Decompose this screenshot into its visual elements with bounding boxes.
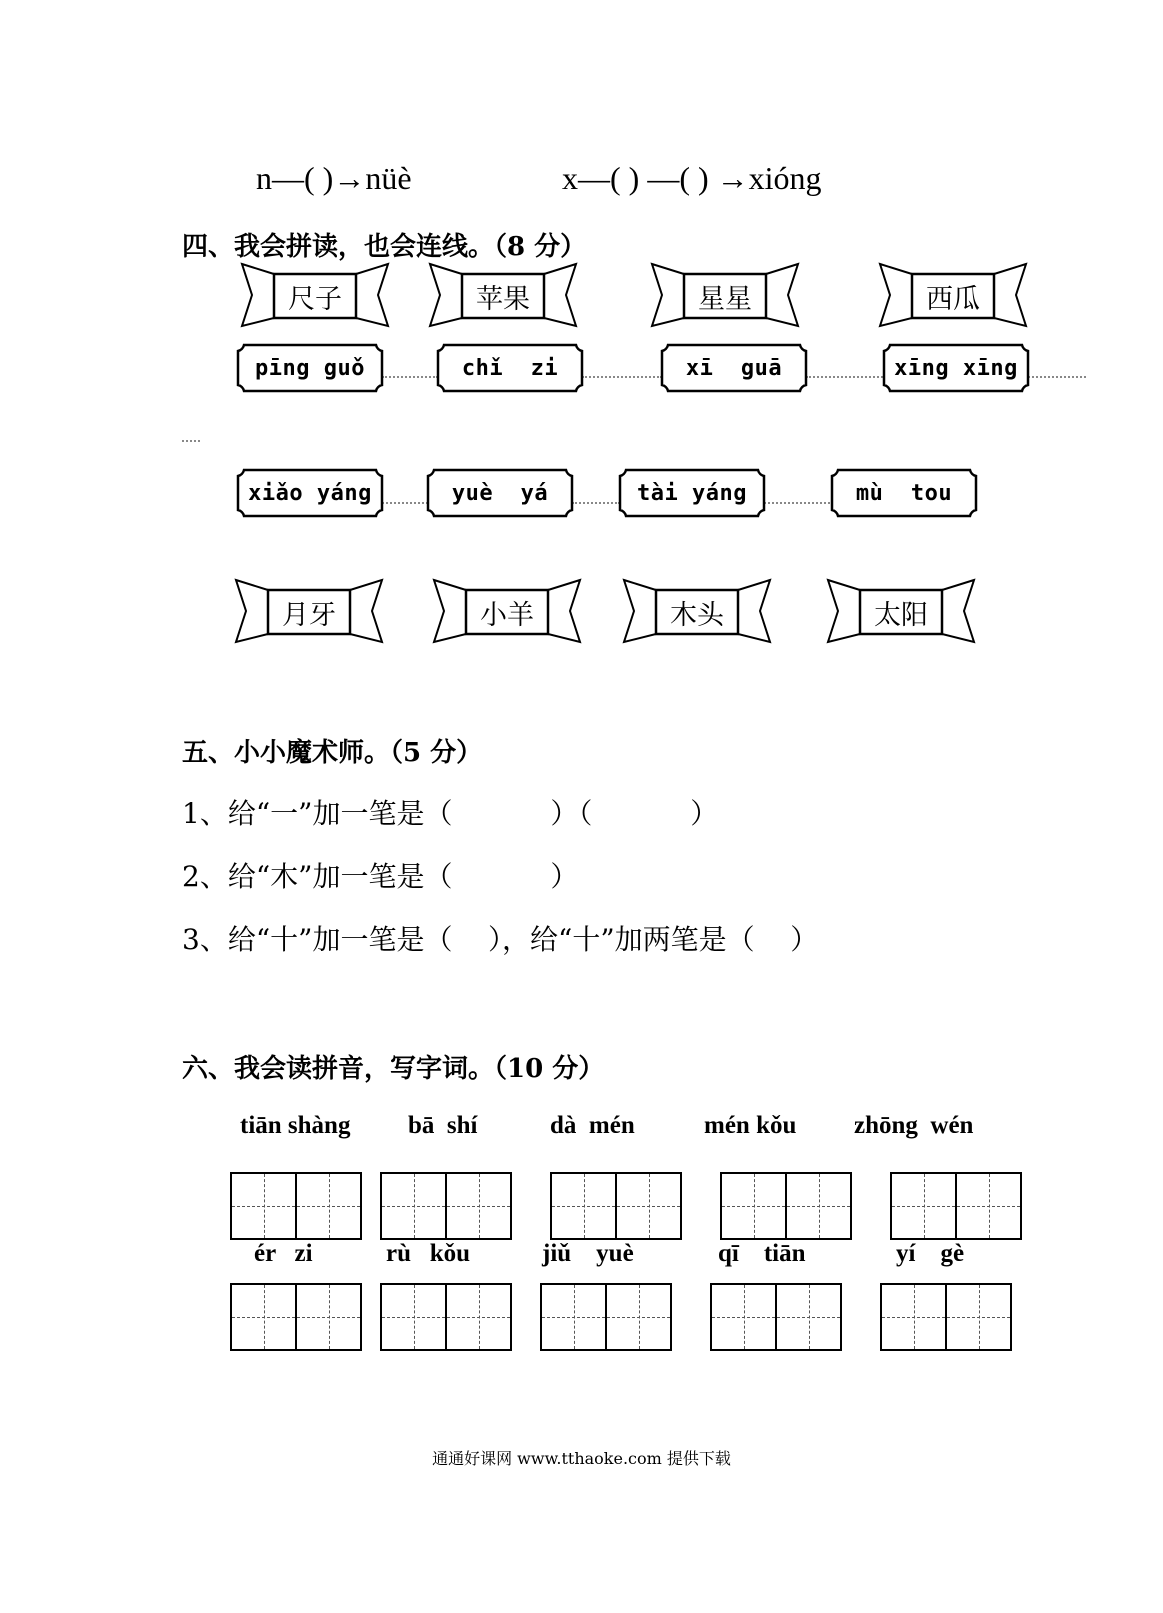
question-3: 3、给“十”加一笔是（ ），给“十”加两笔是（ ）	[182, 923, 819, 956]
banner-word: 太阳	[874, 599, 928, 631]
writing-grid[interactable]	[540, 1283, 672, 1351]
pinyin-prompt: bā shí	[408, 1112, 478, 1139]
phonics-chain-part2: x—( ) —( ) →xióng	[562, 160, 822, 196]
pinyin-box	[660, 343, 808, 393]
pinyin-text: tài yáng	[637, 480, 747, 506]
pinyin-prompt: rù kǒu	[386, 1240, 471, 1267]
footer-source: 通通好课网 www.tthaoke.com 提供下载	[432, 1449, 731, 1468]
writing-grid[interactable]	[230, 1172, 362, 1240]
word-banner	[232, 260, 398, 332]
pinyin-box	[426, 468, 574, 518]
pinyin-text: yuè yá	[451, 480, 549, 506]
writing-grid[interactable]	[880, 1283, 1012, 1351]
dotted-line	[764, 502, 834, 504]
dotted-line	[572, 502, 620, 504]
pinyin-prompt: qī tiān	[718, 1240, 806, 1267]
banner-word: 木头	[670, 599, 724, 631]
dotted-line	[182, 440, 200, 442]
pinyin-prompt: dà mén	[550, 1112, 635, 1139]
writing-grid[interactable]	[710, 1283, 842, 1351]
pinyin-text: pīng guǒ	[255, 355, 365, 381]
writing-grid[interactable]	[230, 1283, 362, 1351]
section5-heading: 五、小小魔术师。（5 分）	[182, 738, 483, 768]
pinyin-box	[882, 343, 1030, 393]
question-2: 2、给“木”加一笔是（ ）	[182, 860, 579, 893]
pinyin-box	[236, 343, 384, 393]
banner-word: 苹果	[476, 283, 530, 315]
banner-word: 尺子	[288, 283, 342, 315]
pinyin-prompt: tiān shàng	[240, 1112, 351, 1139]
word-banner	[424, 576, 590, 648]
pinyin-prompt: mén kǒu	[704, 1112, 797, 1139]
pinyin-box	[236, 468, 384, 518]
dotted-line	[1028, 376, 1086, 378]
writing-grid[interactable]	[550, 1172, 682, 1240]
pinyin-text: xiǎo yáng	[248, 480, 372, 506]
writing-grid[interactable]	[380, 1172, 512, 1240]
pinyin-prompt: yí gè	[896, 1240, 965, 1267]
banner-word: 西瓜	[926, 283, 980, 315]
word-banner	[642, 260, 808, 332]
writing-grid[interactable]	[720, 1172, 852, 1240]
word-banner	[614, 576, 780, 648]
dotted-line	[382, 502, 428, 504]
pinyin-prompt: ér zi	[254, 1240, 313, 1267]
phonics-chain-part1: n—( )→nüè	[256, 160, 412, 196]
word-banner	[818, 576, 984, 648]
pinyin-box	[436, 343, 584, 393]
word-banner	[420, 260, 586, 332]
writing-grid[interactable]	[380, 1283, 512, 1351]
banner-word: 小羊	[480, 599, 534, 631]
pinyin-text: chǐ zi	[461, 355, 559, 381]
pinyin-prompt: zhōng wén	[854, 1112, 974, 1139]
pinyin-text: xī guā	[685, 355, 783, 381]
section6-heading: 六、我会读拼音，写字词。（10 分）	[182, 1054, 605, 1084]
word-banner	[226, 576, 392, 648]
pinyin-prompt: jiǔ yuè	[542, 1240, 634, 1267]
pinyin-box	[618, 468, 766, 518]
pinyin-text: xīng xīng	[894, 355, 1018, 381]
word-banner	[870, 260, 1036, 332]
section4-heading: 四、我会拼读，也会连线。（8 分）	[182, 232, 587, 262]
pinyin-box	[830, 468, 978, 518]
banner-word: 月牙	[282, 599, 336, 631]
dotted-line	[806, 376, 886, 378]
pinyin-text: mù tou	[855, 480, 953, 506]
writing-grid[interactable]	[890, 1172, 1022, 1240]
banner-word: 星星	[698, 283, 752, 315]
dotted-line	[382, 376, 438, 378]
dotted-line	[582, 376, 662, 378]
question-1: 1、给“一”加一笔是（ ）（ ）	[182, 797, 719, 830]
